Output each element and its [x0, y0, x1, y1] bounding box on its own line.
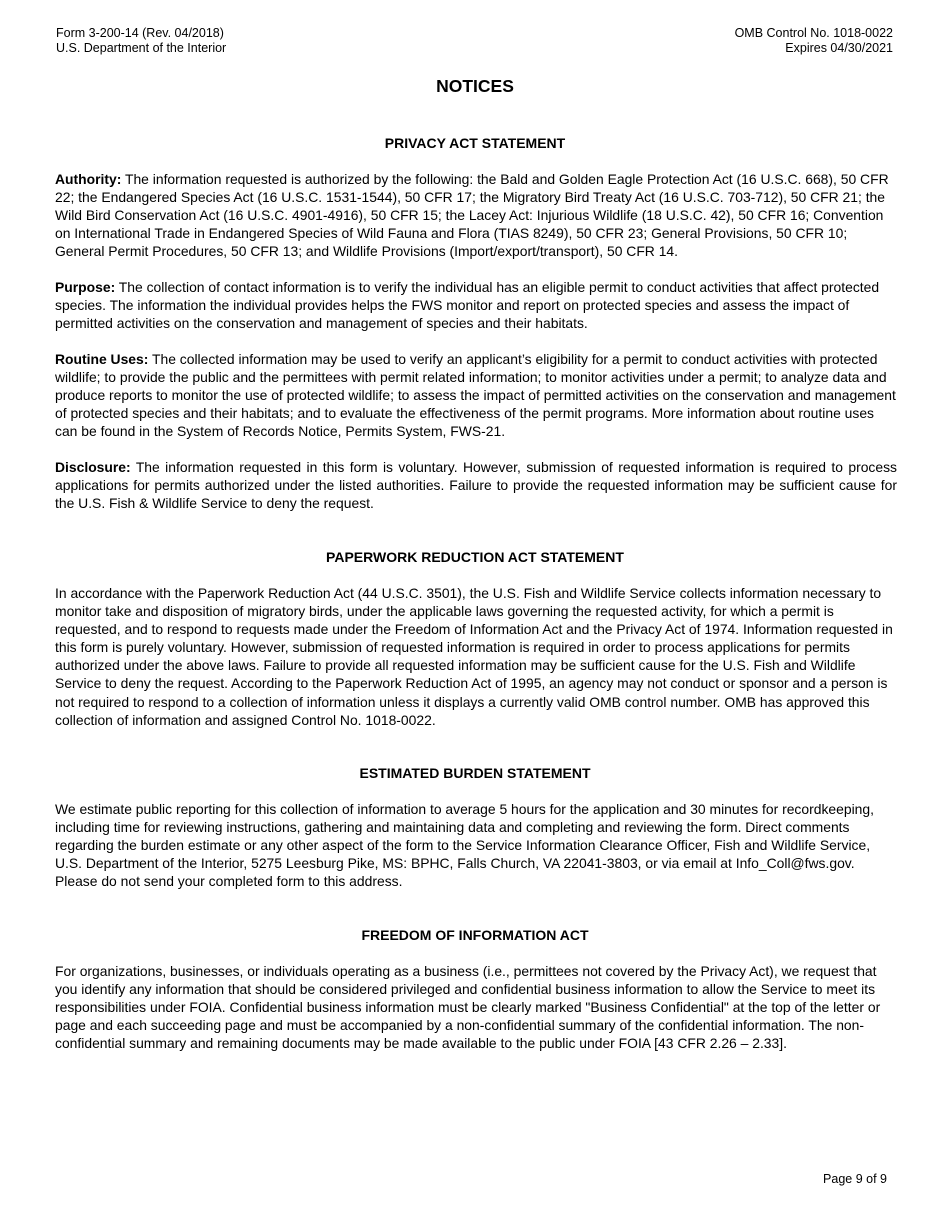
purpose-paragraph — [55, 278, 900, 332]
routine-uses-text: The collected information may be used to verify an applicant’s eligibility for a permit to conduct activities with protected wildlife; to provide the public and the permittees with permit related information; to monitor activities under a permit; to analyze data and produce reports to monitor the use of protected wildlife; to assess the impact of permitted activities on the conservation and management of protected species and their habitats; and to evaluate the effectiveness of the permit programs. More information about routine uses can be found in the System of Records Notice, Permits System, FWS-21. — [55, 351, 896, 440]
estimated-burden-paragraph: We estimate public reporting for this collection of information to average 5 hours for the application and 30 minutes for recordkeeping, including time for reviewing instructions, gathering and maintaining data and completing and reviewing the form. Direct comments regarding the burden estimate or any other aspect of the form to the Service Information Clearance Officer, Fish and Wildlife Service, U.S. Department of the Interior, 5275 Leesburg Pike, MS: BPHC, Falls Church, VA 22041-3803, or via email at Info_Coll@fws.gov. Please do not send your completed form to this address. — [55, 801, 874, 890]
authority-label: Authority: — [55, 171, 122, 187]
purpose-label: Purpose: — [55, 279, 116, 295]
disclosure-label: Disclosure: — [55, 459, 131, 475]
form-header-left — [56, 26, 226, 56]
routine-uses-label: Routine Uses: — [55, 351, 149, 367]
foia-paragraph: For organizations, businesses, or individuals operating as a business (i.e., permittees not covered by the Privacy Act), we request that you identify any information that should be considered privileged and confidential business information to allow the Service to meet its responsibilities under FOIA. Confidential business information must be clearly marked "Business Confidential" at the top of the letter or page and each succeeding page and must be accompanied by a non-confidential summary of the confidential information. The non-confidential summary and remaining documents may be made available to the public under FOIA [43 CFR 2.26 – 2.33]. — [55, 963, 881, 1052]
estimated-burden-heading: ESTIMATED BURDEN STATEMENT — [359, 765, 591, 781]
paperwork-reduction-heading: PAPERWORK REDUCTION ACT STATEMENT — [326, 549, 624, 565]
purpose-text: The collection of contact information is to verify the individual has an eligible permit to conduct activities that affect protected species. The information the individual provides helps the FWS monitor and report on protected species and assess the impact of permitted activities on the conservation and management of species and their habitats. — [55, 279, 880, 332]
form-number: Form 3-200-14 (Rev. 04/2018) — [56, 26, 224, 40]
disclosure-paragraph — [55, 458, 897, 512]
paperwork-reduction-paragraph: In accordance with the Paperwork Reduction Act (44 U.S.C. 3501), the U.S. Fish and Wildlife Service collects information necessary to monitor take and disposition of migratory birds, under the applicable laws governing the requested activity, for which a permit is requested, and to respond to requests made under the Freedom of Information Act and the Privacy Act of 1974. Information requested in this form is purely voluntary. However, submission of requested information is required in order to process applications for permits authorized under the above laws. Failure to provide all requested information may be sufficient cause for the U.S. Fish and Wildlife Service to deny the request. According to the Paperwork Reduction Act of 1995, an agency may not conduct or sponsor and a person is not required to respond to a collection of information unless it displays a currently valid OMB control number. OMB has approved this collection of information and assigned Control No. 1018-0022. — [55, 585, 893, 728]
disclosure-text: The information requested in this form is voluntary. However, submission of requested information is required to process applications for permits authorized under the listed authorities. Failure to provide the requested information may be sufficient cause for the U.S. Fish & Wildlife Service to deny the request. — [55, 459, 897, 512]
foia-heading: FREEDOM OF INFORMATION ACT — [361, 927, 589, 943]
page-number: Page 9 of 9 — [823, 1172, 887, 1186]
authority-paragraph — [55, 170, 900, 260]
form-header-right — [735, 26, 893, 56]
omb-control-number: OMB Control No. 1018-0022 — [734, 26, 893, 40]
privacy-act-heading: PRIVACY ACT STATEMENT — [384, 135, 566, 151]
department-name: U.S. Department of the Interior — [56, 41, 227, 55]
expiration-date: Expires 04/30/2021 — [785, 41, 893, 55]
authority-text: The information requested is authorized by the following: the Bald and Golden Eagle Protection Act (16 U.S.C. 668), 50 CFR 22; the Endangered Species Act (16 U.S.C. 1531-1544), 50 CFR 17; the Migratory Bird Treaty Act (16 U.S.C. 703-712), 50 CFR 21; the Wild Bird Conservation Act (16 U.S.C. 4901-4916), 50 CFR 15; the Lacey Act: Injurious Wildlife (18 U.S.C. 42), 50 CFR 16; Convention on International Trade in Endangered Species of Wild Fauna and Flora (TIAS 8249), 50 CFR 23; General Provisions, 50 CFR 10; General Permit Procedures, 50 CFR 13; and Wildlife Provisions (Import/export/transport), 50 CFR 14. — [55, 171, 889, 260]
routine-uses-paragraph — [55, 350, 900, 440]
page-title: NOTICES — [436, 76, 514, 96]
